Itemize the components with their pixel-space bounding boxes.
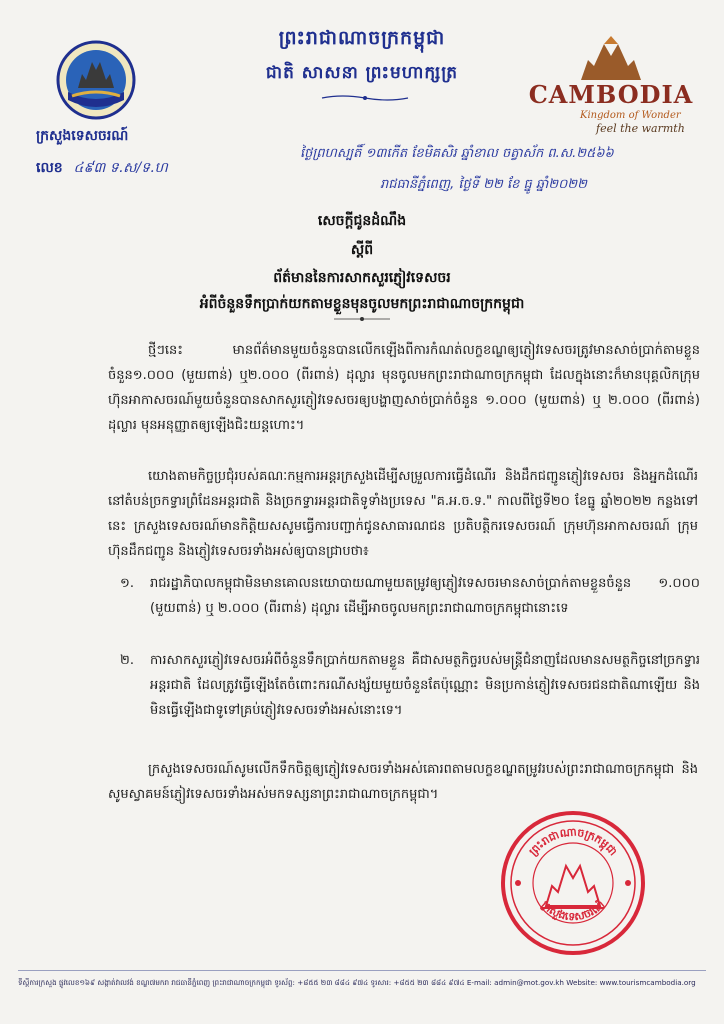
reference-value: ៤៩៣ ទ.ស/ទ.ហ [73,160,168,176]
footer-contact: ទីស្តីការក្រសួង ផ្លូវលេខ១៦៩ សង្កាត់វាលវង់ ខណ្ឌ៧មករា រាជធានីភ្នំពេញ ព្រះរាជាណាចក្រកម្ពុជា ទូរស័ព្ទ: +៨៥៥ ២៣ ៨៨៤ ៩៧៤ ទូរសារ: +៨៥៥ ២៣ ៨៨៤ ៩៧៤ E-mail: admin@mot.gov.kh Website: www.tourismcambodia.org [18,978,696,987]
brand-word: CAMBODIA [528,80,694,109]
notice-subject-line2: អំពីចំនួនទឹកប្រាក់យកតាមខ្លួនមុនចូលមកព្រះរាជាណាចក្រកម្ពុជា [199,296,525,312]
reference-number [36,158,168,179]
cambodia-brand-logo [526,36,696,134]
notice-subject-label: ស្តីពី [350,242,374,258]
lunar-date: ថ្ងៃព្រហស្បតិ៍ ១៣កើត ខែមិគសិរ ឆ្នាំខាល ចត្វាស័ក ព.ស.២៥៦៦ [300,146,614,161]
list-item-number: ១. [120,576,134,591]
national-motto: ជាតិ សាសនា ព្រះមហាក្សត្រ [265,63,459,83]
list-item [120,648,700,723]
list-item [120,571,700,621]
list-item-text: ការសាកសួរភ្ញៀវទេសចរអំពីចំនួនទឹកប្រាក់យកតាមខ្លួន គឺជាសមត្ថកិច្ចរបស់មន្ត្រីជំនាញដែលមានសមត្ថកិច្ចនៅច្រកទ្វារអន្តរជាតិ ដែលត្រូវធ្វើឡើងតែចំពោះករណីសង្ស័យមួយចំនួនតែប៉ុណ្ណោះ មិនប្រកាន់ភ្ញៀវទេសចរជនជាតិណាឡើយ និងមិនធ្វើឡើងជាទូទៅគ្រប់ភ្ញៀវទេសចរទាំងអស់នោះទេ។ [150,653,700,718]
title-divider-icon [332,316,392,322]
ministry-name: ក្រសួងទេសចរណ៍ [36,128,129,144]
solar-date: រាជធានីភ្នំពេញ, ថ្ងៃទី ២២ ខែ ធ្នូ ឆ្នាំ២០២២ [380,177,587,192]
list-item-text: រាជរដ្ឋាភិបាលកម្ពុជាមិនមានគោលនយោបាយណាមួយតម្រូវឲ្យភ្ញៀវទេសចរមានសាច់ប្រាក់តាមខ្លួនចំនួន ១.០០០ (មួយពាន់) ឬ ២.០០០ (ពីរពាន់) ដុល្លារ ដើម្បីអាចចូលមកព្រះរាជាណាចក្រកម្ពុជានោះទេ [150,576,700,616]
notice-title: សេចក្តីជូនដំណឹង [317,213,407,229]
reference-label: លេខ [36,160,63,176]
brand-subtitle: Kingdom of Wonder [580,110,681,121]
footer-divider [18,970,706,971]
brand-tagline: feel the warmth [596,122,685,135]
official-seal-icon [498,808,648,958]
body-paragraph-3: ក្រសួងទេសចរណ៍សូមលើកទឹកចិត្តឲ្យភ្ញៀវទេសចរទាំងអស់គោរពតាមលក្ខខណ្ឌតម្រូវរបស់ព្រះរាជាណាចក្រកម្ពុជា និងសូមស្វាគមន៍ភ្ញៀវទេសចរទាំងអស់មកទស្សនាព្រះរាជាណាចក្រកម្ពុជា។ [108,762,698,802]
body-paragraph-2: យោងតាមកិច្ចប្រជុំរបស់គណៈកម្មការអន្តរក្រសួងដើម្បីសម្រួលការធ្វើដំណើរ និងដឹកជញ្ជូនភ្ញៀវទេសចរ និងអ្នកដំណើរនៅតំបន់ច្រកទ្វារព្រំដែនអន្តរជាតិ និងច្រកទ្វារអន្តរជាតិទូទាំងប្រទេស "គ.អ.ច.ទ." កាលពីថ្ងៃទី២០ ខែធ្នូ ឆ្នាំ២០២២ កន្លងទៅនេះ ក្រសួងទេសចរណ៍មានកិត្តិយសសូមធ្វើការបញ្ជាក់ជូនសាធារណជន ប្រតិបត្តិករទេសចរណ៍ ក្រុមហ៊ុនអាកាសចរណ៍ ក្រុមហ៊ុនដឹកជញ្ជូន និងភ្ញៀវទេសចរទាំងអស់ឲ្យបានជ្រាបថា៖ [108,469,698,559]
list-item-number: ២. [120,653,134,668]
svg-text:ព្រះរាជាណាចក្រកម្ពុជា: ព្រះរាជាណាចក្រកម្ពុជា [526,825,620,859]
svg-text:ក្រសួងទេសចរណ៍: ក្រសួងទេសចរណ៍ [538,898,608,924]
kingdom-heading: ព្រះរាជាណាចក្រកម្ពុជា [278,27,446,49]
motto-ornament-icon [320,94,410,102]
angkor-temple-icon [526,36,696,82]
body-paragraph-1: ថ្មីៗនេះ មានព័ត៌មានមួយចំនួនបានលើកឡើងពីការកំណត់លក្ខខណ្ឌឲ្យភ្ញៀវទេសចរត្រូវមានសាច់ប្រាក់តាមខ្លួនចំនួន១.០០០ (មួយពាន់) ឬ២.០០០ (ពីរពាន់) ដុល្លារ មុនចូលមកព្រះរាជាណាចក្រកម្ពុជា ដែលក្នុងនោះក៏មានបុគ្គលិកក្រុមហ៊ុនអាកាសចរណ៍មួយចំនួនបានសាកសួរភ្ញៀវទេសចរឲ្យបង្ហាញសាច់ប្រាក់ចំនួន ១.០០០ (មួយពាន់) ឬ ២.០០០ (ពីរពាន់) ដុល្លារ មុនអនុញ្ញាតឲ្យឡើងជិះយន្តហោះ។ [108,343,700,433]
notice-subject-line1: ព័ត៌មាននៃការសាកសួរភ្ញៀវទេសចរ [273,270,451,286]
